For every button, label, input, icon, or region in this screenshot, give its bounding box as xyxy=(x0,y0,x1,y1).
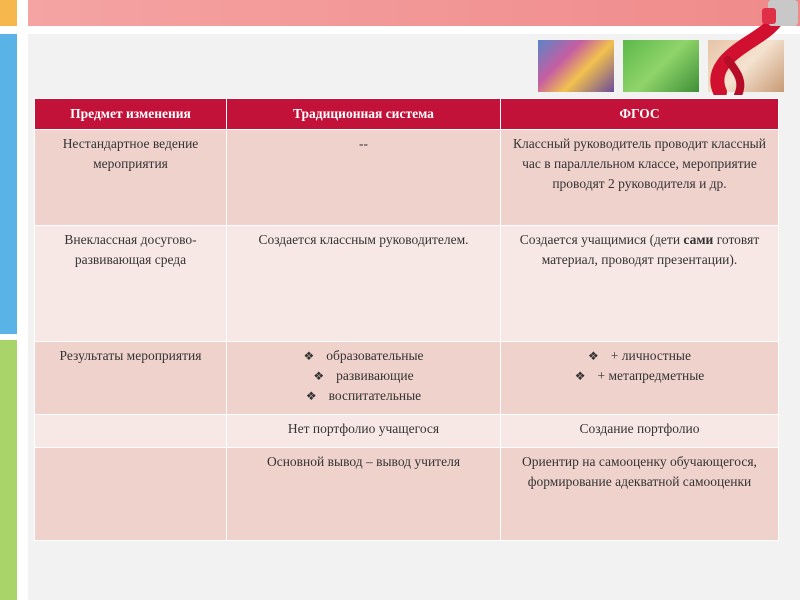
diamond-bullet-icon: ❖ xyxy=(303,349,315,363)
list-item xyxy=(509,366,770,386)
table-row xyxy=(35,448,779,541)
cell-traditional: Нет портфолио учащегося xyxy=(227,415,501,448)
cell-traditional: Основной вывод – вывод учителя xyxy=(227,448,501,541)
cell-traditional: Создается классным руководителем. xyxy=(227,226,501,342)
cell-subject: Результаты мероприятия xyxy=(35,342,227,415)
fgos-text-before: Создается учащимися (дети xyxy=(519,232,684,247)
cell-fgos xyxy=(501,342,779,415)
traditional-results-list xyxy=(235,346,492,406)
diamond-bullet-icon: ❖ xyxy=(574,369,586,383)
list-item xyxy=(509,346,770,366)
cell-traditional xyxy=(227,342,501,415)
cell-subject: Нестандартное ведение мероприятия xyxy=(35,130,227,226)
cell-subject xyxy=(35,448,227,541)
list-item-label: образовательные xyxy=(326,348,424,363)
diamond-bullet-icon: ❖ xyxy=(588,349,599,363)
cell-fgos: Создание портфолио xyxy=(501,415,779,448)
left-orange-bar xyxy=(0,0,17,26)
list-item xyxy=(235,346,492,366)
diamond-bullet-icon: ❖ xyxy=(313,369,325,383)
cell-fgos: Классный руководитель проводит классный час в параллельном классе, мероприятие проводят 2 руководителя и др. xyxy=(501,130,779,226)
cell-subject xyxy=(35,415,227,448)
cell-subject: Внеклассная досугово-развивающая среда xyxy=(35,226,227,342)
table-row xyxy=(35,226,779,342)
table-header-row xyxy=(35,99,779,130)
paint-tube-icon xyxy=(650,0,800,95)
list-item-label: развивающие xyxy=(336,368,414,383)
cell-fgos xyxy=(501,226,779,342)
fgos-text-after: готовят материал, проводят презентации). xyxy=(541,232,760,267)
comparison-table xyxy=(34,98,779,541)
diamond-bullet-icon: ❖ xyxy=(305,389,317,403)
header-subject: Предмет изменения xyxy=(35,99,227,130)
left-green-bar xyxy=(0,340,17,600)
list-item-label: + личностные xyxy=(610,348,691,363)
cell-traditional: -- xyxy=(227,130,501,226)
fgos-results-list xyxy=(509,346,770,386)
header-traditional: Традиционная система xyxy=(227,99,501,130)
header-fgos: ФГОС xyxy=(501,99,779,130)
table-row xyxy=(35,130,779,226)
list-item-label: воспитательные xyxy=(328,388,422,403)
list-item xyxy=(235,366,492,386)
left-blue-bar xyxy=(0,34,17,334)
books-photo xyxy=(538,40,614,92)
table-row xyxy=(35,342,779,415)
cell-fgos: Ориентир на самооценку обучающегося, формирование адекватной самооценки xyxy=(501,448,779,541)
list-item xyxy=(235,386,492,406)
fgos-text-bold: сами xyxy=(683,232,714,247)
list-item-label: + метапредметные xyxy=(597,368,705,383)
table-row xyxy=(35,415,779,448)
